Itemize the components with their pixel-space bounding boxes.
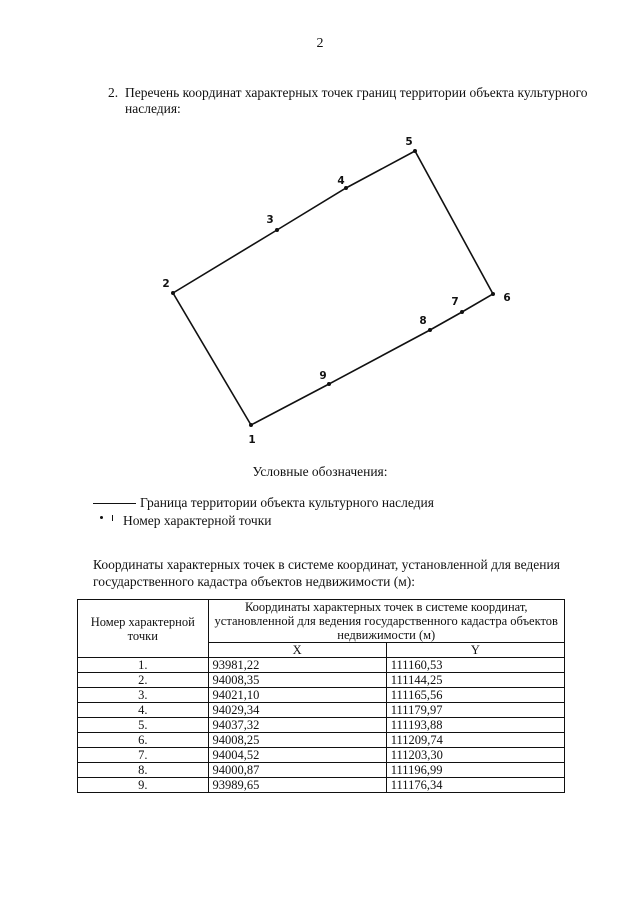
characteristic-point-marker <box>327 382 331 386</box>
table-row <box>78 688 565 703</box>
characteristic-point-marker <box>249 423 253 427</box>
cell-x: 93989,65 <box>208 778 386 793</box>
table-row <box>78 763 565 778</box>
cell-y: 111160,53 <box>386 658 564 673</box>
header-x: X <box>208 643 386 658</box>
point-symbol <box>93 515 121 527</box>
section-heading <box>108 85 588 117</box>
cell-y: 111144,25 <box>386 673 564 688</box>
cell-x: 94029,34 <box>208 703 386 718</box>
table-row <box>78 703 565 718</box>
table-row <box>78 718 565 733</box>
characteristic-point-marker <box>428 328 432 332</box>
point-number-label: 9 <box>319 370 327 382</box>
cell-point-number: 3. <box>78 688 209 703</box>
cell-point-number: 5. <box>78 718 209 733</box>
cell-x: 94037,32 <box>208 718 386 733</box>
table-row <box>78 673 565 688</box>
table-row <box>78 658 565 673</box>
point-number-label: 4 <box>337 175 345 187</box>
cell-point-number: 1. <box>78 658 209 673</box>
boundary-line-symbol <box>93 503 136 504</box>
point-number-label: 8 <box>419 315 427 327</box>
cell-y: 111165,56 <box>386 688 564 703</box>
characteristic-point-marker <box>275 228 279 232</box>
section-number: 2. <box>108 85 119 100</box>
legend-boundary-row <box>93 495 434 511</box>
page-number: 2 <box>316 36 324 51</box>
cell-y: 111196,99 <box>386 763 564 778</box>
point-number-label: 5 <box>405 136 413 148</box>
point-number-label: 2 <box>162 278 170 290</box>
cell-x: 93981,22 <box>208 658 386 673</box>
cell-point-number: 7. <box>78 748 209 763</box>
boundary-diagram <box>0 125 640 455</box>
section-title-line2: наследия: <box>125 101 181 116</box>
coordinates-table <box>77 599 565 793</box>
characteristic-point-marker <box>171 291 175 295</box>
characteristic-point-marker <box>491 292 495 296</box>
legend-title: Условные обозначения: <box>252 464 388 479</box>
section-title-line1: Перечень координат характерных точек границ территории объекта культурного <box>125 85 588 100</box>
legend-point-row <box>93 513 272 529</box>
point-number-label: 7 <box>451 296 459 308</box>
table-row <box>78 733 565 748</box>
cell-y: 111176,34 <box>386 778 564 793</box>
cell-x: 94004,52 <box>208 748 386 763</box>
cell-y: 111179,97 <box>386 703 564 718</box>
cell-point-number: 4. <box>78 703 209 718</box>
cell-y: 111209,74 <box>386 733 564 748</box>
cell-point-number: 6. <box>78 733 209 748</box>
boundary-polygon <box>173 151 493 425</box>
table-row <box>78 778 565 793</box>
cell-x: 94008,25 <box>208 733 386 748</box>
cell-x: 94021,10 <box>208 688 386 703</box>
legend-point-label: Номер характерной точки <box>123 513 272 528</box>
header-y: Y <box>386 643 564 658</box>
header-point-number: Номер характерной точки <box>78 600 209 658</box>
cell-x: 94008,35 <box>208 673 386 688</box>
point-number-label: 1 <box>248 434 256 446</box>
table-caption: Координаты характерных точек в системе координат, установленной для ведения государственного кадастра объектов недвижимости (м): <box>93 557 560 589</box>
point-number-label: 6 <box>503 292 511 304</box>
characteristic-point-marker <box>413 149 417 153</box>
cell-point-number: 8. <box>78 763 209 778</box>
cell-y: 111193,88 <box>386 718 564 733</box>
header-coordinates: Координаты характерных точек в системе координат, установленной для ведения государственного кадастра объектов недвижимости (м) <box>208 600 565 643</box>
point-number-label: 3 <box>266 214 274 226</box>
characteristic-point-marker <box>460 310 464 314</box>
legend-boundary-label: Граница территории объекта культурного наследия <box>140 495 434 510</box>
table-row <box>78 748 565 763</box>
cell-x: 94000,87 <box>208 763 386 778</box>
cell-point-number: 2. <box>78 673 209 688</box>
cell-y: 111203,30 <box>386 748 564 763</box>
cell-point-number: 9. <box>78 778 209 793</box>
